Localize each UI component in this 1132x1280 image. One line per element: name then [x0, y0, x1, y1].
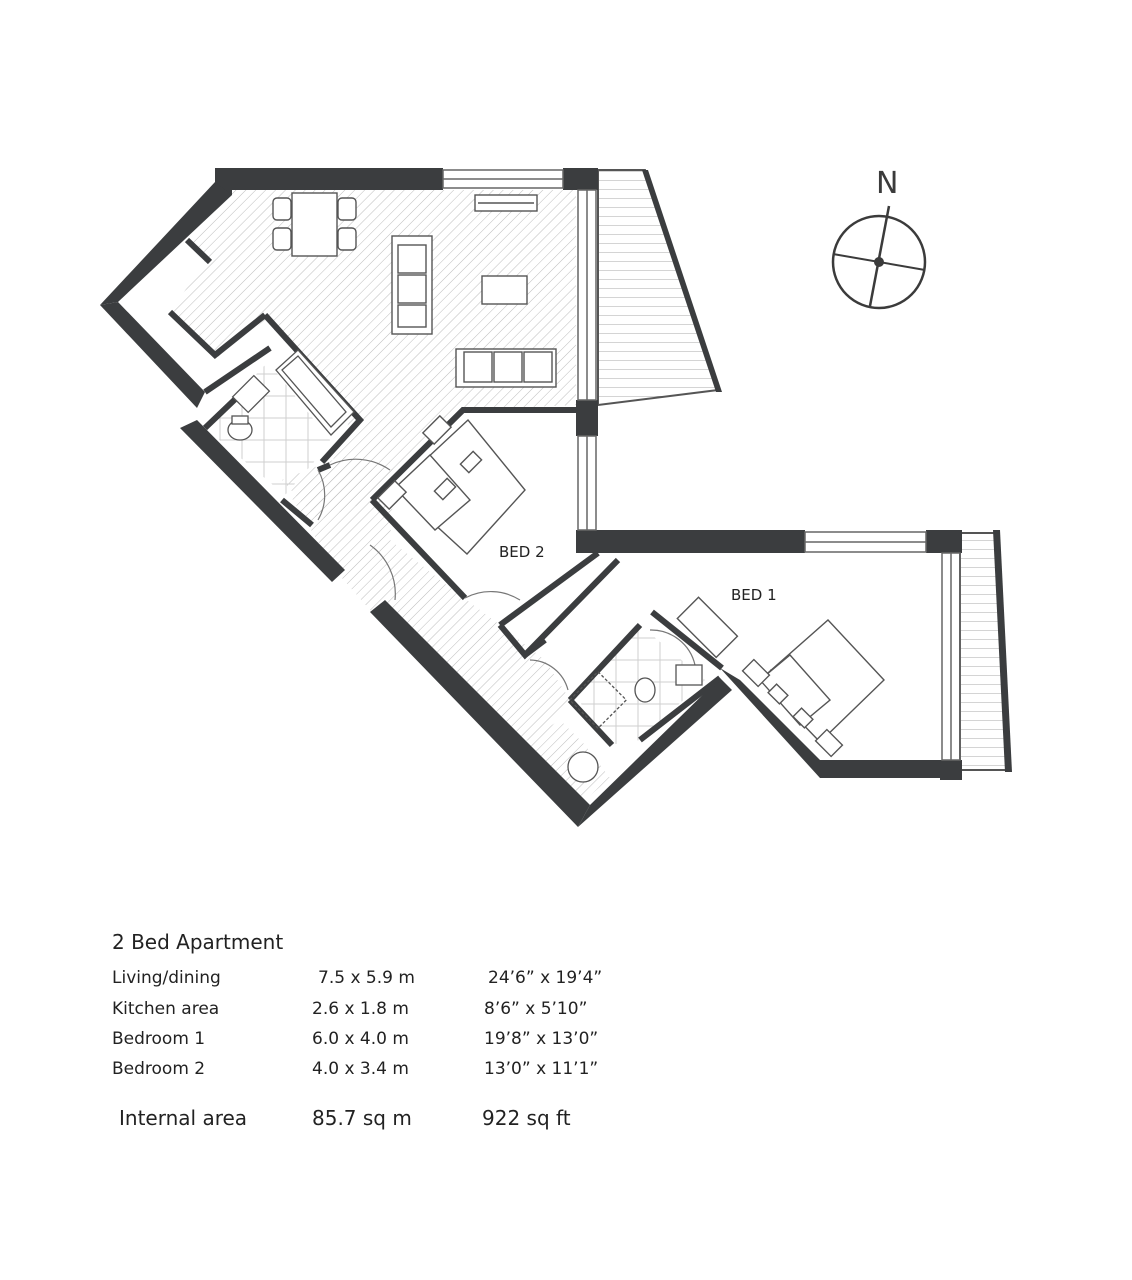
- room-name: Bedroom 2: [112, 1059, 206, 1079]
- room-label-bed1: BED 1: [731, 586, 777, 604]
- dining-chair: [338, 198, 356, 220]
- washer: [568, 752, 598, 782]
- toilet: [635, 678, 655, 702]
- total-area-imperial: 922 sq ft: [482, 1106, 571, 1130]
- compass-needle: [870, 206, 889, 306]
- room-name: Living/dining: [112, 968, 221, 988]
- basin: [676, 665, 702, 685]
- north-compass: [833, 166, 925, 308]
- room-size-metric: 2.6 x 1.8 m: [312, 999, 409, 1019]
- dining-chair: [273, 228, 291, 250]
- room-size-imperial: 13’0” x 11’1”: [484, 1059, 599, 1079]
- dining-table: [292, 193, 337, 256]
- schedule-total-row: [112, 1106, 712, 1130]
- schedule-row: [112, 999, 712, 1023]
- room-size-metric: 7.5 x 5.9 m: [318, 968, 415, 988]
- coffee-table: [482, 276, 527, 304]
- schedule-title: 2 Bed Apartment: [112, 930, 284, 954]
- room-size-imperial: 24’6” x 19’4”: [488, 968, 603, 988]
- schedule-row: [112, 1029, 712, 1053]
- room-label-bed2: BED 2: [499, 543, 545, 561]
- schedule-row: [112, 1059, 712, 1083]
- north-label: N: [876, 166, 899, 201]
- room-size-imperial: 19’8” x 13’0”: [484, 1029, 599, 1049]
- room-size-metric: 4.0 x 3.4 m: [312, 1059, 409, 1079]
- total-label: Internal area: [119, 1106, 248, 1130]
- room-name: Bedroom 1: [112, 1029, 206, 1049]
- room-size-imperial: 8’6” x 5’10”: [484, 999, 588, 1019]
- schedule-row: [112, 968, 712, 992]
- room-size-metric: 6.0 x 4.0 m: [312, 1029, 409, 1049]
- dining-chair: [273, 198, 291, 220]
- room-name: Kitchen area: [112, 999, 220, 1019]
- dining-chair: [338, 228, 356, 250]
- desk: [677, 597, 737, 657]
- total-area-metric: 85.7 sq m: [312, 1106, 412, 1130]
